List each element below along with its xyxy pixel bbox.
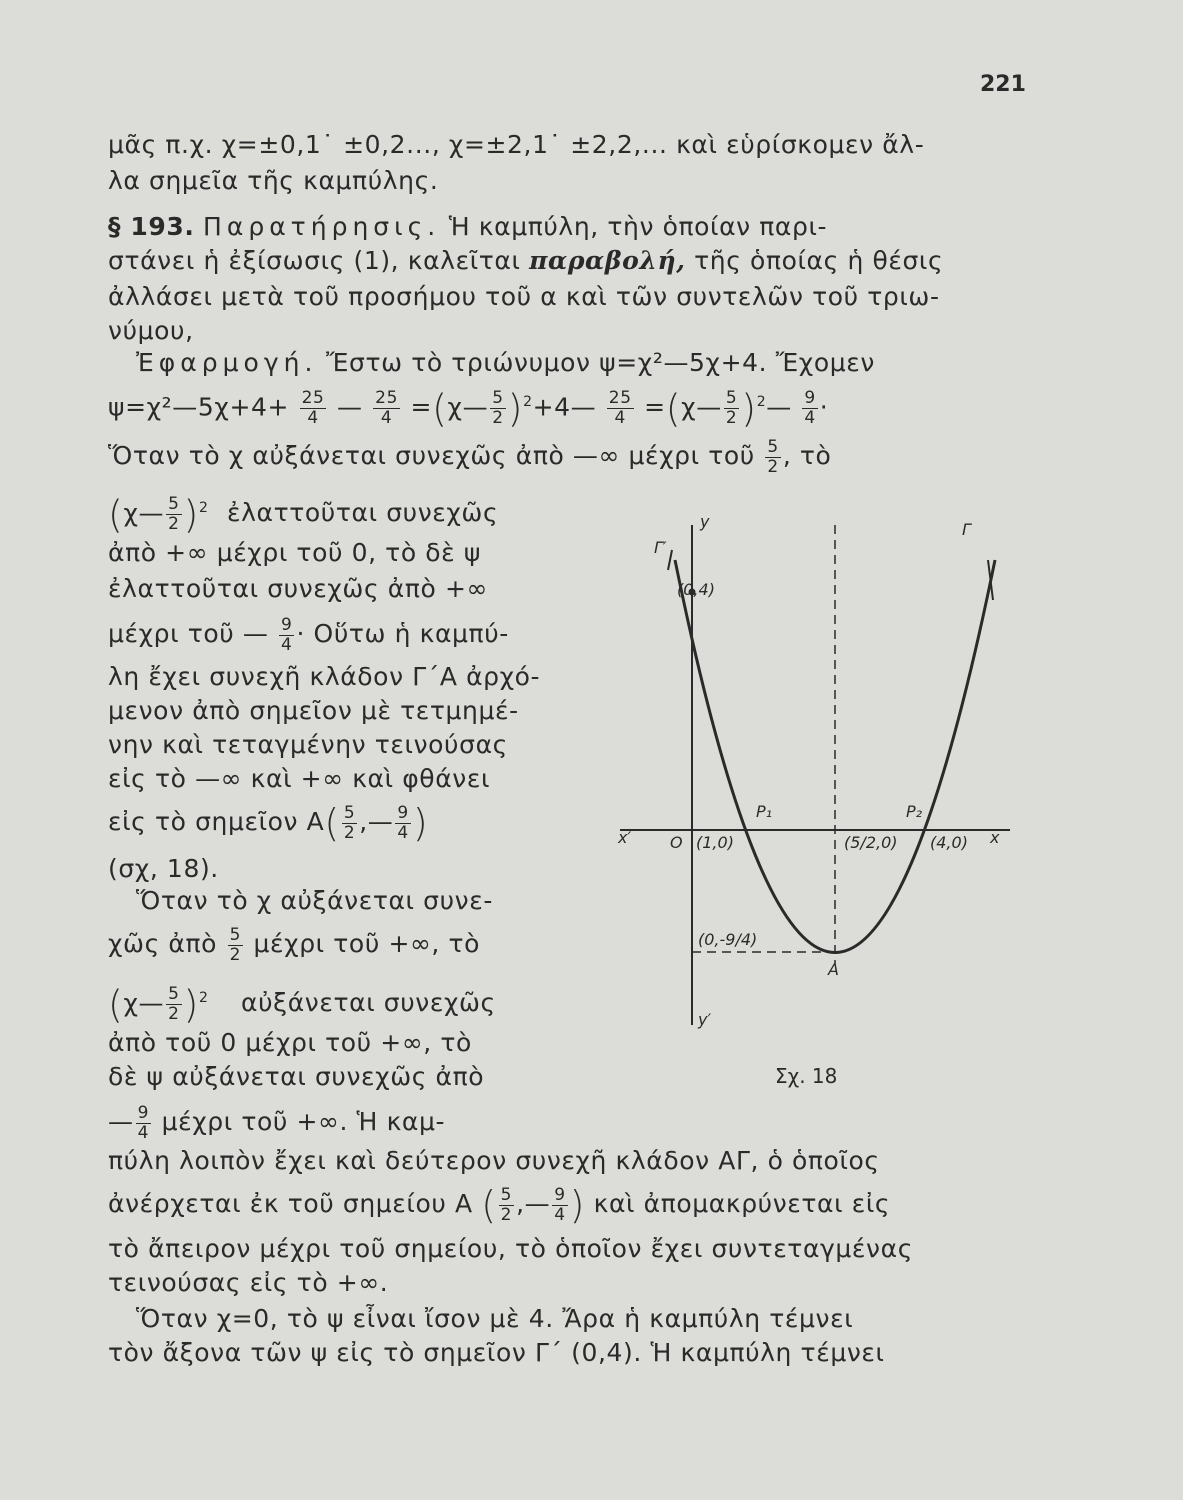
text-line: μενον ἀπὸ σημεῖον μὲ τετμημέ- bbox=[108, 696, 519, 725]
text-line: ἀπὸ +∞ μέχρι τοῦ 0, τὸ δὲ ψ bbox=[108, 538, 481, 567]
text-line: ἐλαττοῦται συνεχῶς ἀπὸ +∞ bbox=[108, 574, 488, 603]
text-line: νην καὶ τεταγμένην τεινούσας bbox=[108, 730, 508, 759]
text-line: ἀπὸ τοῦ 0 μέχρι τοῦ +∞, τὸ bbox=[108, 1028, 472, 1057]
label-p2-coord: (4,0) bbox=[930, 833, 968, 852]
label-x-neg: x′ bbox=[618, 828, 632, 847]
numerator: 9 bbox=[804, 387, 816, 408]
text-span: ἀνέρχεται ἐκ τοῦ σημείου Α bbox=[108, 1189, 473, 1218]
text-line: τεινούσας εἰς τὸ +∞. bbox=[108, 1268, 389, 1297]
text-line: λη ἔχει συνεχῆ κλάδον Γ΄Α ἀρχό- bbox=[108, 662, 541, 691]
text-line bbox=[108, 612, 608, 656]
page-number: 221 bbox=[980, 72, 1026, 97]
text-line: ἀνέρχεται ἐκ τοῦ σημείου Α ( $\frac{5}{2}$ ,— $\frac{9}{4}$ ) καὶ ἀπομακρύνεται εἰς bbox=[108, 1183, 891, 1227]
text-span: · Οὕτω ἡ καμπύ- bbox=[296, 619, 509, 648]
numerator: 5 bbox=[229, 924, 241, 945]
text-span: Ἡ καμπύλη, τὴν ὁποίαν παρι- bbox=[448, 212, 828, 241]
text-line: πύλη λοιπὸν ἔχει καὶ δεύτερον συνεχῆ κλάδον ΑΓ, ὁ ὁποῖος bbox=[108, 1146, 880, 1175]
text-span: καὶ ἀπομακρύνεται εἰς bbox=[593, 1189, 891, 1218]
denominator: 2 bbox=[767, 456, 779, 477]
fraction bbox=[136, 1104, 151, 1143]
fraction bbox=[490, 389, 505, 428]
text-span: αὐξάνεται συνεχῶς bbox=[241, 988, 496, 1018]
denominator: 4 bbox=[804, 407, 816, 428]
denominator: 2 bbox=[229, 944, 241, 965]
text-span: , τὸ bbox=[782, 441, 832, 470]
text-line: τὸν ἄξονα τῶν ψ εἰς τὸ σημεῖον Γ΄ (0,4). Ἡ καμπύλη τέμνει bbox=[108, 1338, 885, 1367]
eq-part: χ— bbox=[447, 392, 489, 422]
denominator: 4 bbox=[281, 634, 293, 655]
denominator: 2 bbox=[500, 1204, 513, 1225]
numerator: 5 bbox=[492, 387, 504, 408]
fraction bbox=[300, 389, 327, 428]
text-line: (χ— $\frac{5}{2}$ )$^2$ αὐξάνεται συνεχῶς bbox=[108, 982, 496, 1027]
fraction bbox=[395, 804, 410, 843]
fraction bbox=[607, 389, 634, 428]
text-span: μέχρι τοῦ +∞. Ἡ καμ- bbox=[161, 1107, 446, 1136]
text-line: εἰς τὸ —∞ καὶ +∞ καὶ φθάνει bbox=[108, 764, 491, 793]
denominator: 4 bbox=[397, 822, 409, 843]
denominator: 2 bbox=[168, 1003, 180, 1024]
label-origin: O bbox=[670, 833, 683, 852]
numerator: 25 bbox=[375, 387, 398, 408]
text-span: μέχρι τοῦ +∞, τὸ bbox=[253, 929, 481, 958]
text-line: λα σημεῖα τῆς καμπύλης. bbox=[108, 166, 439, 195]
text-line: νύμου, bbox=[108, 316, 194, 345]
text-line: τὸ ἄπειρον μέχρι τοῦ σημείου, τὸ ὁποῖον ἔχει συντεταγμένας bbox=[108, 1234, 913, 1263]
denominator: 2 bbox=[343, 822, 356, 843]
text-span: εἰς τὸ σημεῖον A bbox=[108, 807, 325, 836]
parabola-diagram bbox=[610, 505, 1030, 1095]
numerator: 9 bbox=[137, 1102, 150, 1123]
eq-part: — bbox=[766, 392, 792, 422]
eq-part: +4— bbox=[532, 392, 597, 422]
numerator: 5 bbox=[343, 802, 356, 823]
fraction bbox=[228, 926, 243, 965]
fraction bbox=[342, 804, 357, 843]
text-line: εἰς τὸ σημεῖον A( $\frac{5}{2}$ ,— $\frac{9}{4}$ ) bbox=[108, 801, 429, 845]
text-line bbox=[108, 1302, 1028, 1336]
section-193-line bbox=[108, 210, 1028, 244]
denominator: 4 bbox=[614, 407, 626, 428]
fraction bbox=[552, 1186, 567, 1225]
text-span: ἐλαττοῦται συνεχῶς bbox=[227, 498, 499, 528]
eq-part: — bbox=[337, 392, 363, 422]
text-span: Ἔστω τὸ τριώνυμον ψ=χ²—5χ+4. Ἔχομεν bbox=[325, 348, 875, 377]
fraction bbox=[166, 495, 181, 534]
eq-part: = bbox=[410, 392, 433, 422]
denominator: 4 bbox=[554, 1204, 566, 1225]
denominator: 2 bbox=[725, 407, 738, 428]
label-y-neg: y′ bbox=[698, 1010, 712, 1029]
denominator: 2 bbox=[168, 513, 180, 534]
text-line: (σχ, 18). bbox=[108, 854, 219, 883]
numerator: 5 bbox=[767, 436, 779, 457]
numerator: 9 bbox=[397, 802, 409, 823]
text-line: — $\frac{9}{4}$ μέχρι τοῦ +∞. Ἡ καμ- bbox=[108, 1102, 446, 1143]
term-parabola: παραβολή, bbox=[529, 246, 686, 275]
figure-parabola bbox=[610, 505, 1030, 1095]
numerator: 25 bbox=[608, 387, 632, 408]
denominator: 4 bbox=[137, 1122, 150, 1143]
text-span: μέχρι τοῦ — bbox=[108, 619, 269, 648]
fraction bbox=[373, 389, 400, 428]
text-span: Ὅταν τὸ χ αὐξάνεται συνε- bbox=[136, 886, 493, 915]
text-span: χῶς ἀπὸ bbox=[108, 929, 218, 958]
label-vertex-x: (5/2,0) bbox=[844, 833, 898, 852]
fraction bbox=[802, 389, 817, 428]
label-p1-coord: (1,0) bbox=[696, 833, 734, 852]
fraction bbox=[765, 438, 780, 477]
eq-part: ψ=χ²—5χ+4+ bbox=[108, 392, 290, 422]
text-span: τῆς ὁποίας ἡ θέσις bbox=[694, 246, 944, 275]
label-vertex-y: (0,-9/4) bbox=[698, 930, 758, 949]
denominator: 4 bbox=[307, 407, 319, 428]
label-vertex: A bbox=[828, 960, 839, 979]
numerator: 5 bbox=[168, 983, 180, 1004]
label-p2: P₂ bbox=[906, 802, 923, 821]
fraction bbox=[724, 389, 739, 428]
figure-caption: Σχ. 18 bbox=[775, 1064, 838, 1088]
text-span: στάνει ἡ ἐξίσωσις (1), καλεῖται bbox=[108, 246, 521, 275]
numerator: 5 bbox=[168, 493, 180, 514]
section-heading: Παρατήρησις. bbox=[203, 212, 441, 241]
equation-line: ψ=χ²—5χ+4+ $\frac{25}{4}$ — $\frac{25}{4}$ =(χ— $\frac{5}{2}$ )$^2$+4— $\frac{25}{4}$ =(χ— $\frac{5}{2}$ )$^2$— $\frac{9}{4}$ · bbox=[108, 386, 829, 431]
application-heading: Ἐφαρμογή. bbox=[136, 348, 318, 377]
fraction bbox=[166, 985, 181, 1024]
text-line bbox=[108, 244, 1028, 278]
text-line bbox=[108, 884, 608, 918]
numerator: 25 bbox=[301, 387, 325, 408]
numerator: 9 bbox=[281, 614, 293, 635]
label-y: y bbox=[700, 512, 710, 531]
denominator: 4 bbox=[380, 407, 393, 428]
fraction bbox=[279, 616, 294, 655]
label-p1: P₁ bbox=[756, 802, 773, 821]
denominator: 2 bbox=[492, 407, 504, 428]
arrow-left bbox=[668, 550, 672, 570]
numerator: 5 bbox=[725, 387, 738, 408]
text-line bbox=[108, 922, 608, 966]
label-gamma: Γ bbox=[962, 520, 971, 539]
numerator: 5 bbox=[500, 1184, 513, 1205]
label-gamma-prime: Γ′ bbox=[654, 538, 667, 557]
text-line: δὲ ψ αὐξάνεται συνεχῶς ἀπὸ bbox=[108, 1062, 485, 1091]
section-number: § 193. bbox=[108, 212, 195, 241]
text-line: ἀλλάσει μετὰ τοῦ προσήμου τοῦ α καὶ τῶν συντελῶν τοῦ τριω- bbox=[108, 282, 940, 311]
text-span: Ὅταν τὸ χ αὐξάνεται συνεχῶς ἀπὸ —∞ μέχρι τοῦ bbox=[108, 441, 755, 470]
text-line: μᾶς π.χ. χ=±0,1˙ ±0,2..., χ=±2,1˙ ±2,2,... καὶ εὑρίσκομεν ἄλ- bbox=[108, 130, 925, 159]
eq-part: = bbox=[644, 392, 666, 422]
fraction bbox=[499, 1186, 514, 1225]
label-x: x bbox=[990, 828, 1000, 847]
numerator: 9 bbox=[554, 1184, 566, 1205]
text-span: Ὅταν χ=0, τὸ ψ εἶναι ἴσον μὲ 4. Ἄρα ἡ καμπύλη τέμνει bbox=[136, 1304, 854, 1333]
text-line: (χ— $\frac{5}{2}$ )$^2$ ἐλαττοῦται συνεχῶς bbox=[108, 492, 499, 537]
application-line bbox=[108, 346, 1028, 380]
label-c-prime-coord: (0,4) bbox=[677, 580, 715, 599]
text-line bbox=[108, 434, 1028, 478]
